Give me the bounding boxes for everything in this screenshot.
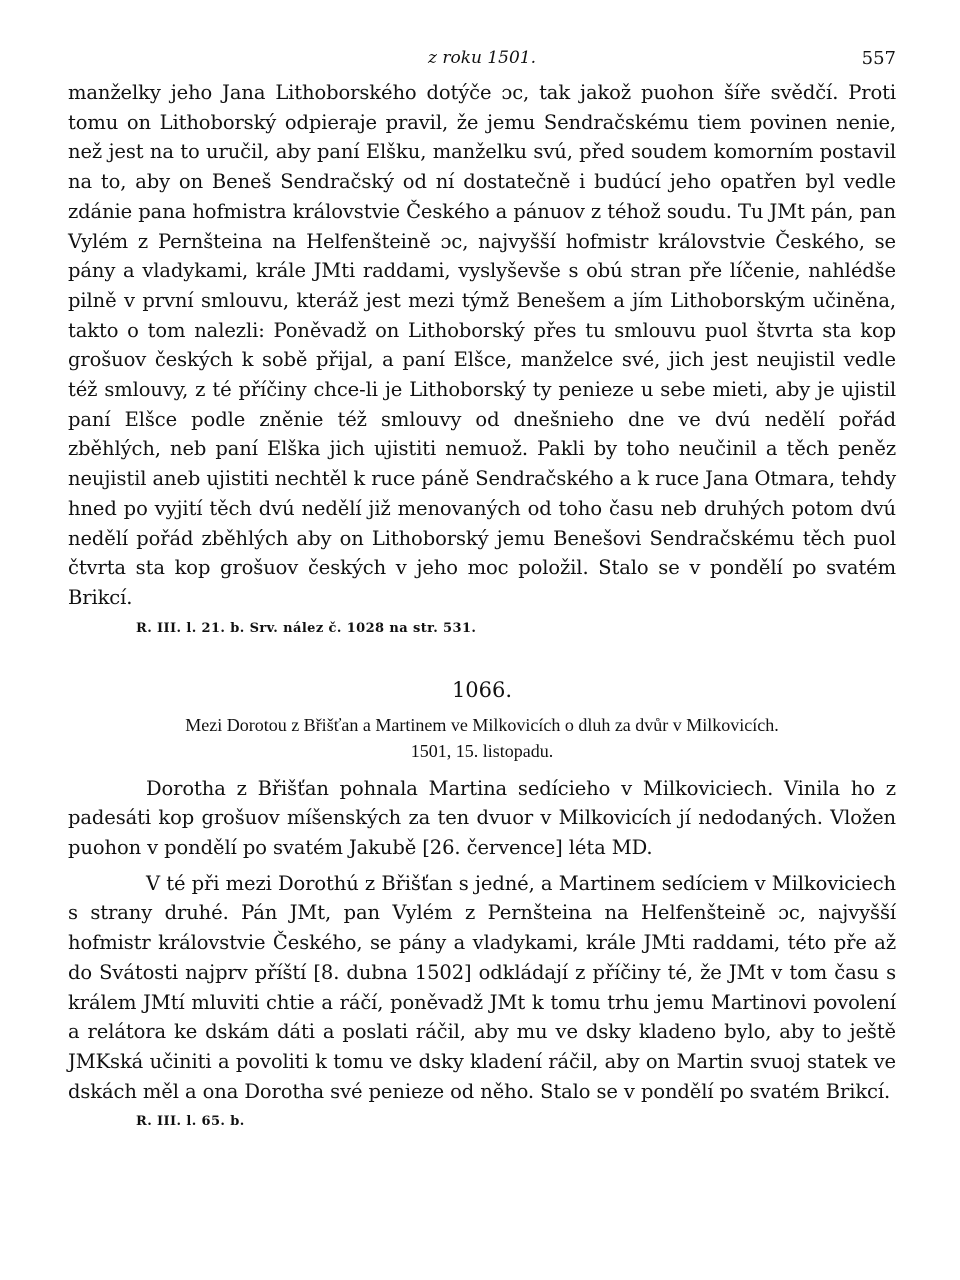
entry-date: 1501, 15. listopadu. [410,740,554,761]
previous-entry-reference: R. III. l. 21. b. Srv. nález č. 1028 na str. 531. [136,620,477,636]
previous-entry-paragraph: manželky jeho Jana Lithoborského dotýče ɔc, tak jakož puohon šíře svědčí. Proti tomu on Lithoborský odpieraje pravil, že jemu Sendračskému tiem povinen nenie, než jest na to uručil, aby paní Elšku, manželku svú, před soudem komorním postavil na to, aby on Beneš Sendračský od ní dostatečně i budúcí jeho opatřen byl vedle zdánie pana hofmistra královstvie Českého a pánuov z téhož soudu. Tu JMt pán, pan Vylém z Pernšteina na Helfenšteině ɔc, najvyšší hofmistr královstvie Českého, se pány a vladykami, krále JMti raddami, vyslyševše s obú stran pře líčenie, nahlédše pilně v první smlouvu, kteráž jest mezi týmž Benešem a jím Lithoborským učiněna, takto o tom nalezli: Poněvadž on Lithoborský přes tu smlouvu puol štvrta sta kop grošuov českých k sobě přijal, a paní Elšce, manželce své, jich jest neujistil vedle též smlouvy, z té příčiny chce-li je Lithoborský ty penieze u sebe mieti, aby je ujistil paní Elšce podle zněnie též smlouvy od dnešnieho dne ve dvú nedělí pořád zběhlých, neb paní Elška jich ujistiti nemuož. Pakli by toho neučinil a těch peněz neujistil aneb ujistiti nechtěl k ruce páně Sendračského a k ruce Jana Otmara, tehdy hned po vyjití těch dvú nedělí již menovaných od toho času neb druhých potom dvú nedělí pořád zběhlých aby on Lithoborský jemu Benešovi Sendračskému těch puol čtvrta sta kop grošuov českých v jeho moc položil. Stalo se v pondělí po svatém Brikcí. [68,81,896,609]
entry-reference: R. III. l. 65. b. [136,1114,245,1130]
document-page [68,44,896,1129]
page-number: 557 [861,48,896,69]
running-title: z roku 1501. [427,48,537,68]
entry-paragraph: Dorotha z Břišťan pohnala Martina sedícieho v Milkoviciech. Vinila ho z padesáti kop grošuov míšenských za ten dvuor v Milkovicích jí nedodaných. Vložen puohon v pondělí po svatém Jakubě [26. července] léta MD. [68,776,896,860]
page-header [68,44,896,78]
entry-heading: Mezi Dorotou z Břišťan a Martinem ve Milkovicích o dluh za dvůr v Milkovicích. [185,714,779,735]
entry-paragraph: V té při mezi Dorothú z Břišťan s jedné, a Martinem sedíciem v Milkoviciech s strany druhé. Pán JMt, pan Vylém z Pernšteina na Helfenšteině ɔc, najvyšší hofmistr královstvie Českého, se pány a vladykami, krále JMti raddami, této pře až do Svátosti najprv příští [8. dubna 1502] odkládají z příčiny té, že JMt v tom času s králem JMtí mluviti chtie a ráčí, poněvadž JMt k tomu trhu jemu Martinovi povolení a relátora ke dskám dáti a poslati ráčil, aby mu ve dsky kladeno bylo, aby to ještě JMKská učiniti a povoliti k tomu ve dsky kladení ráčil, aby on Martin svuoj statek ve dskách měl a ona Dorotha své penieze od něho. Stalo se v pondělí po svatém Brikcí. [68,871,896,1103]
entry-number: 1066. [451,677,513,702]
